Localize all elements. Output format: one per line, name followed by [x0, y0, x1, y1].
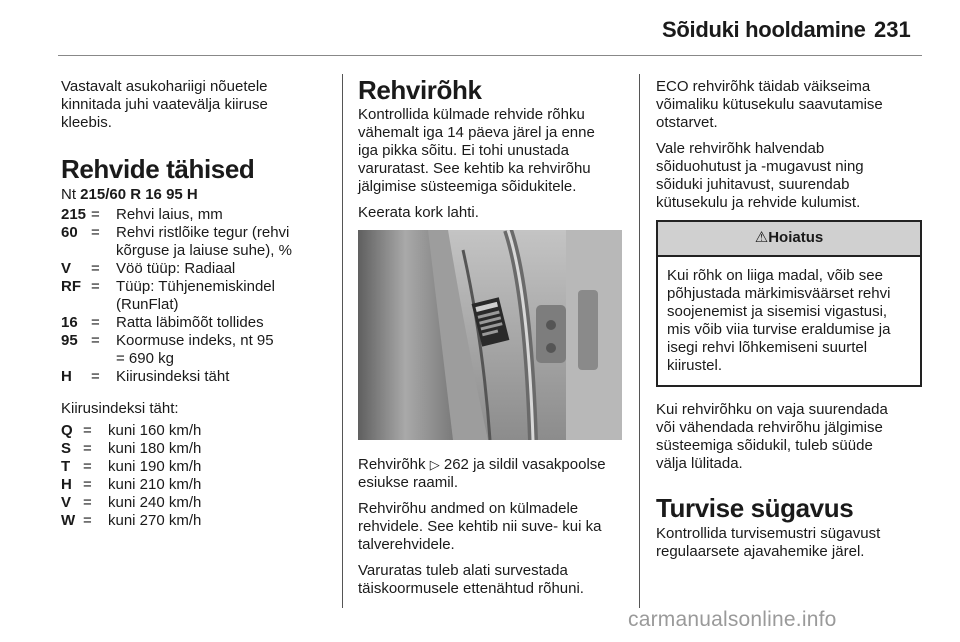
warning-title: Hoiatus [768, 229, 824, 246]
definition-description: kuni 160 km/h [108, 422, 202, 439]
definition-equals: = [83, 494, 92, 511]
page-number: 231 [874, 17, 911, 42]
tire-code-definition-row [61, 224, 331, 260]
definition-term: RF [61, 278, 81, 295]
definition-description: kuni 190 km/h [108, 458, 202, 475]
column-1 [61, 78, 331, 544]
definition-description: Kiirusindeksi täht [116, 368, 230, 385]
tire-code-prefix: Nt [61, 186, 81, 203]
tire-code-example [61, 186, 331, 204]
definition-equals: = [91, 278, 100, 295]
page-header-title: Sõiduki hooldamine [662, 17, 866, 42]
warning-triangle-icon: ⚠ [754, 229, 769, 246]
tire-code-definition-row [61, 278, 331, 314]
tire-code-value: 215/60 R 16 95 H [80, 186, 198, 203]
definition-description: kuni 210 km/h [108, 476, 202, 493]
definition-description: Koormuse indeks, nt 95 = 690 kg [116, 332, 274, 367]
definition-equals: = [91, 368, 100, 385]
definition-term: H [61, 476, 72, 493]
definition-equals: = [83, 422, 92, 439]
definition-term: V [61, 260, 72, 277]
definition-equals: = [91, 224, 100, 241]
tire-code-definition-row [61, 332, 331, 368]
tire-code-definition-row [61, 368, 331, 386]
wrong-pressure-para: Vale rehvirõhk halvendab sõiduohutust ja -mugavust ning sõiduki juhitavust, suurendab kütusekulu ja rehvide kulumist. [656, 140, 864, 211]
tread-depth-para: Kontrollida turvisemustri sügavust regulaarsete ajavahemike järel. [656, 525, 881, 560]
header-divider [58, 55, 922, 56]
definition-description: kuni 270 km/h [108, 512, 202, 529]
tire-code-definition-row [61, 206, 331, 224]
definition-description: kuni 180 km/h [108, 440, 202, 457]
column-2 [358, 76, 628, 606]
tire-pressure-para-5: Varuratas tuleb alati survestada täiskoormusele ettenähtud rõhuni. [358, 562, 584, 597]
tire-pressure-para-1: Kontrollida külmade rehvide rõhku vähemalt iga 14 päeva järel ja enne iga pikka sõitu. Ei tohi unustada varuratast. See kehtib ka rehvirõhu jälgimise süsteemiga sõidukitele. [358, 106, 595, 195]
tire-pressure-heading: Rehvirõhk [358, 75, 482, 105]
speed-index-row [61, 422, 331, 440]
door-frame-illustration [358, 230, 622, 440]
speed-index-row [61, 458, 331, 476]
tpms-para: Kui rehvirõhku on vaja suurendada või vähendada rehvirõhu jälgimise süsteemiga sõidukil, tuleb süüde välja lülitada. [656, 401, 888, 472]
tire-code-definitions [61, 206, 331, 386]
definition-equals: = [83, 476, 92, 493]
triangle-right-icon[interactable]: ▷ [429, 457, 440, 472]
speed-index-intro: Kiirusindeksi täht: [61, 400, 179, 417]
tire-pressure-para-2: Keerata kork lahti. [358, 204, 479, 221]
tire-code-definition-row [61, 260, 331, 278]
column-divider-2 [639, 74, 640, 608]
definition-term: 16 [61, 314, 78, 331]
definition-term: Q [61, 422, 73, 439]
eco-pressure-para: ECO rehvirõhk täidab väikseima võimaliku kütusekulu saavutamise otstarvet. [656, 78, 883, 131]
warning-body: Kui rõhk on liiga madal, võib see põhjustada märkimisväärset rehvi soojenemist ja sisemisi vigastusi, mis võib viia turvise eraldumise ja isegi rehvi lõhkemiseni suurtel kiirustel. [667, 267, 891, 374]
definition-term: 215 [61, 206, 87, 223]
definition-term: V [61, 494, 72, 511]
tire-markings-heading: Rehvide tähised [61, 154, 255, 184]
definition-description: Tüüp: Tühjenemiskindel (RunFlat) [116, 278, 275, 313]
definition-description: Rehvi ristlõike tegur (rehvi kõrguse ja laiuse suhe), % [116, 224, 292, 259]
speed-sticker-intro: Vastavalt asukohariigi nõuetele kinnitada juhi vaatevälja kiiruse kleebis. [61, 78, 268, 131]
definition-equals: = [83, 458, 92, 475]
definition-term: H [61, 368, 72, 385]
speed-index-row [61, 476, 331, 494]
watermark: carmanualsonline.info [628, 608, 837, 631]
definition-equals: = [91, 332, 100, 349]
door-frame-tire-label-photo [358, 230, 622, 440]
definition-description: Rehvi laius, mm [116, 206, 223, 223]
definition-term: W [61, 512, 76, 529]
speed-index-row [61, 494, 331, 512]
speed-index-list [61, 422, 331, 530]
definition-description: Ratta läbimõõt tollides [116, 314, 264, 331]
speed-index-row [61, 440, 331, 458]
definition-description: Vöö tüüp: Radiaal [116, 260, 236, 277]
definition-description: kuni 240 km/h [108, 494, 202, 511]
definition-term: S [61, 440, 72, 457]
definition-term: 95 [61, 332, 78, 349]
tread-depth-heading: Turvise sügavus [656, 493, 854, 523]
definition-equals: = [91, 206, 100, 223]
warning-box [656, 220, 922, 387]
column-3 [656, 78, 922, 569]
tire-pressure-para-3: Rehvirõhk ▷ 262 ja sildil vasakpoolse esiukse raamil. [358, 456, 606, 491]
definition-equals: = [91, 314, 100, 331]
warning-header [658, 222, 920, 257]
column-divider-1 [342, 74, 343, 608]
definition-equals: = [83, 512, 92, 529]
speed-index-row [61, 512, 331, 530]
definition-equals: = [91, 260, 100, 277]
definition-term: T [61, 458, 71, 475]
tire-pressure-para-4: Rehvirõhu andmed on külmadele rehvidele. See kehtib nii suve- kui ka talverehvidele. [358, 500, 602, 553]
definition-term: 60 [61, 224, 78, 241]
definition-equals: = [83, 440, 92, 457]
tire-code-definition-row [61, 314, 331, 332]
